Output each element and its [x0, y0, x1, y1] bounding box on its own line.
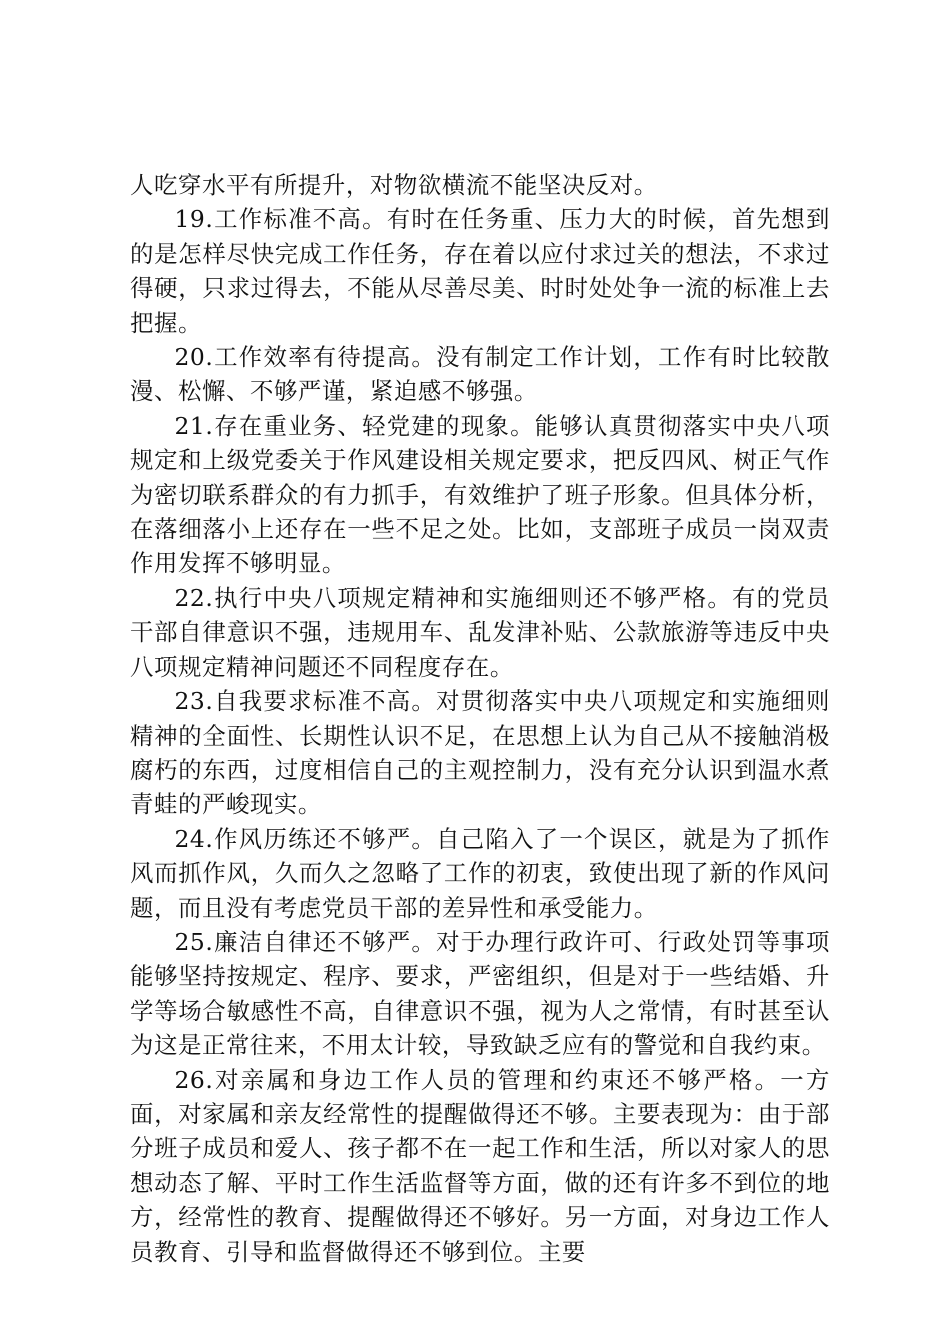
paragraph-26: 26.对亲属和身边工作人员的管理和约束还不够严格。一方面，对家属和亲友经常性的提醒做得还不够。主要表现为：由于部分班子成员和爱人、孩子都不在一起工作和生活，所以对家人的思想动态了解、平时工作生活监督等方面，做的还有许多不到位的地方，经常性的教育、提醒做得还不够好。另一方面，对身边工作人员教育、引导和监督做得还不够到位。主要 [130, 1065, 830, 1266]
paragraph-20: 20.工作效率有待提高。没有制定工作计划，工作有时比较散漫、松懈、不够严谨，紧迫感不够强。 [130, 343, 830, 406]
paragraph-21: 21.存在重业务、轻党建的现象。能够认真贯彻落实中央八项规定和上级党委关于作风建设相关规定要求，把反四风、树正气作为密切联系群众的有力抓手，有效维护了班子形象。但具体分析，在落细落小上还存在一些不足之处。比如，支部班子成员一岗双责作用发挥不够明显。 [130, 411, 830, 578]
paragraph-22: 22.执行中央八项规定精神和实施细则还不够严格。有的党员干部自律意识不强，违规用车、乱发津补贴、公款旅游等违反中央八项规定精神问题还不同程度存在。 [130, 583, 830, 681]
document-body [130, 168, 830, 1269]
paragraph-19: 19.工作标准不高。有时在任务重、压力大的时候，首先想到的是怎样尽快完成工作任务，存在着以应付求过关的想法，不求过得硬，只求过得去，不能从尽善尽美、时时处处争一流的标准上去把握。 [130, 205, 830, 337]
paragraph-25: 25.廉洁自律还不够严。对于办理行政许可、行政处罚等事项能够坚持按规定、程序、要求，严密组织，但是对于一些结婚、升学等场合敏感性不高，自律意识不强，视为人之常情，有时甚至认为这是正常往来，不用太计较，导致缺乏应有的警觉和自我约束。 [130, 927, 830, 1060]
paragraph-continued: 人吃穿水平有所提升，对物欲横流不能坚决反对。 [130, 171, 658, 199]
paragraph-24: 24.作风历练还不够严。自己陷入了一个误区，就是为了抓作风而抓作风，久而久之忽略了工作的初衷，致使出现了新的作风问题，而且没有考虑党员干部的差异性和承受能力。 [130, 824, 830, 922]
paragraph-23: 23.自我要求标准不高。对贯彻落实中央八项规定和实施细则精神的全面性、长期性认识不足，在思想上认为自己从不接触消极腐朽的东西，过度相信自己的主观控制力，没有充分认识到温水煮青蛙的严峻现实。 [130, 687, 830, 819]
